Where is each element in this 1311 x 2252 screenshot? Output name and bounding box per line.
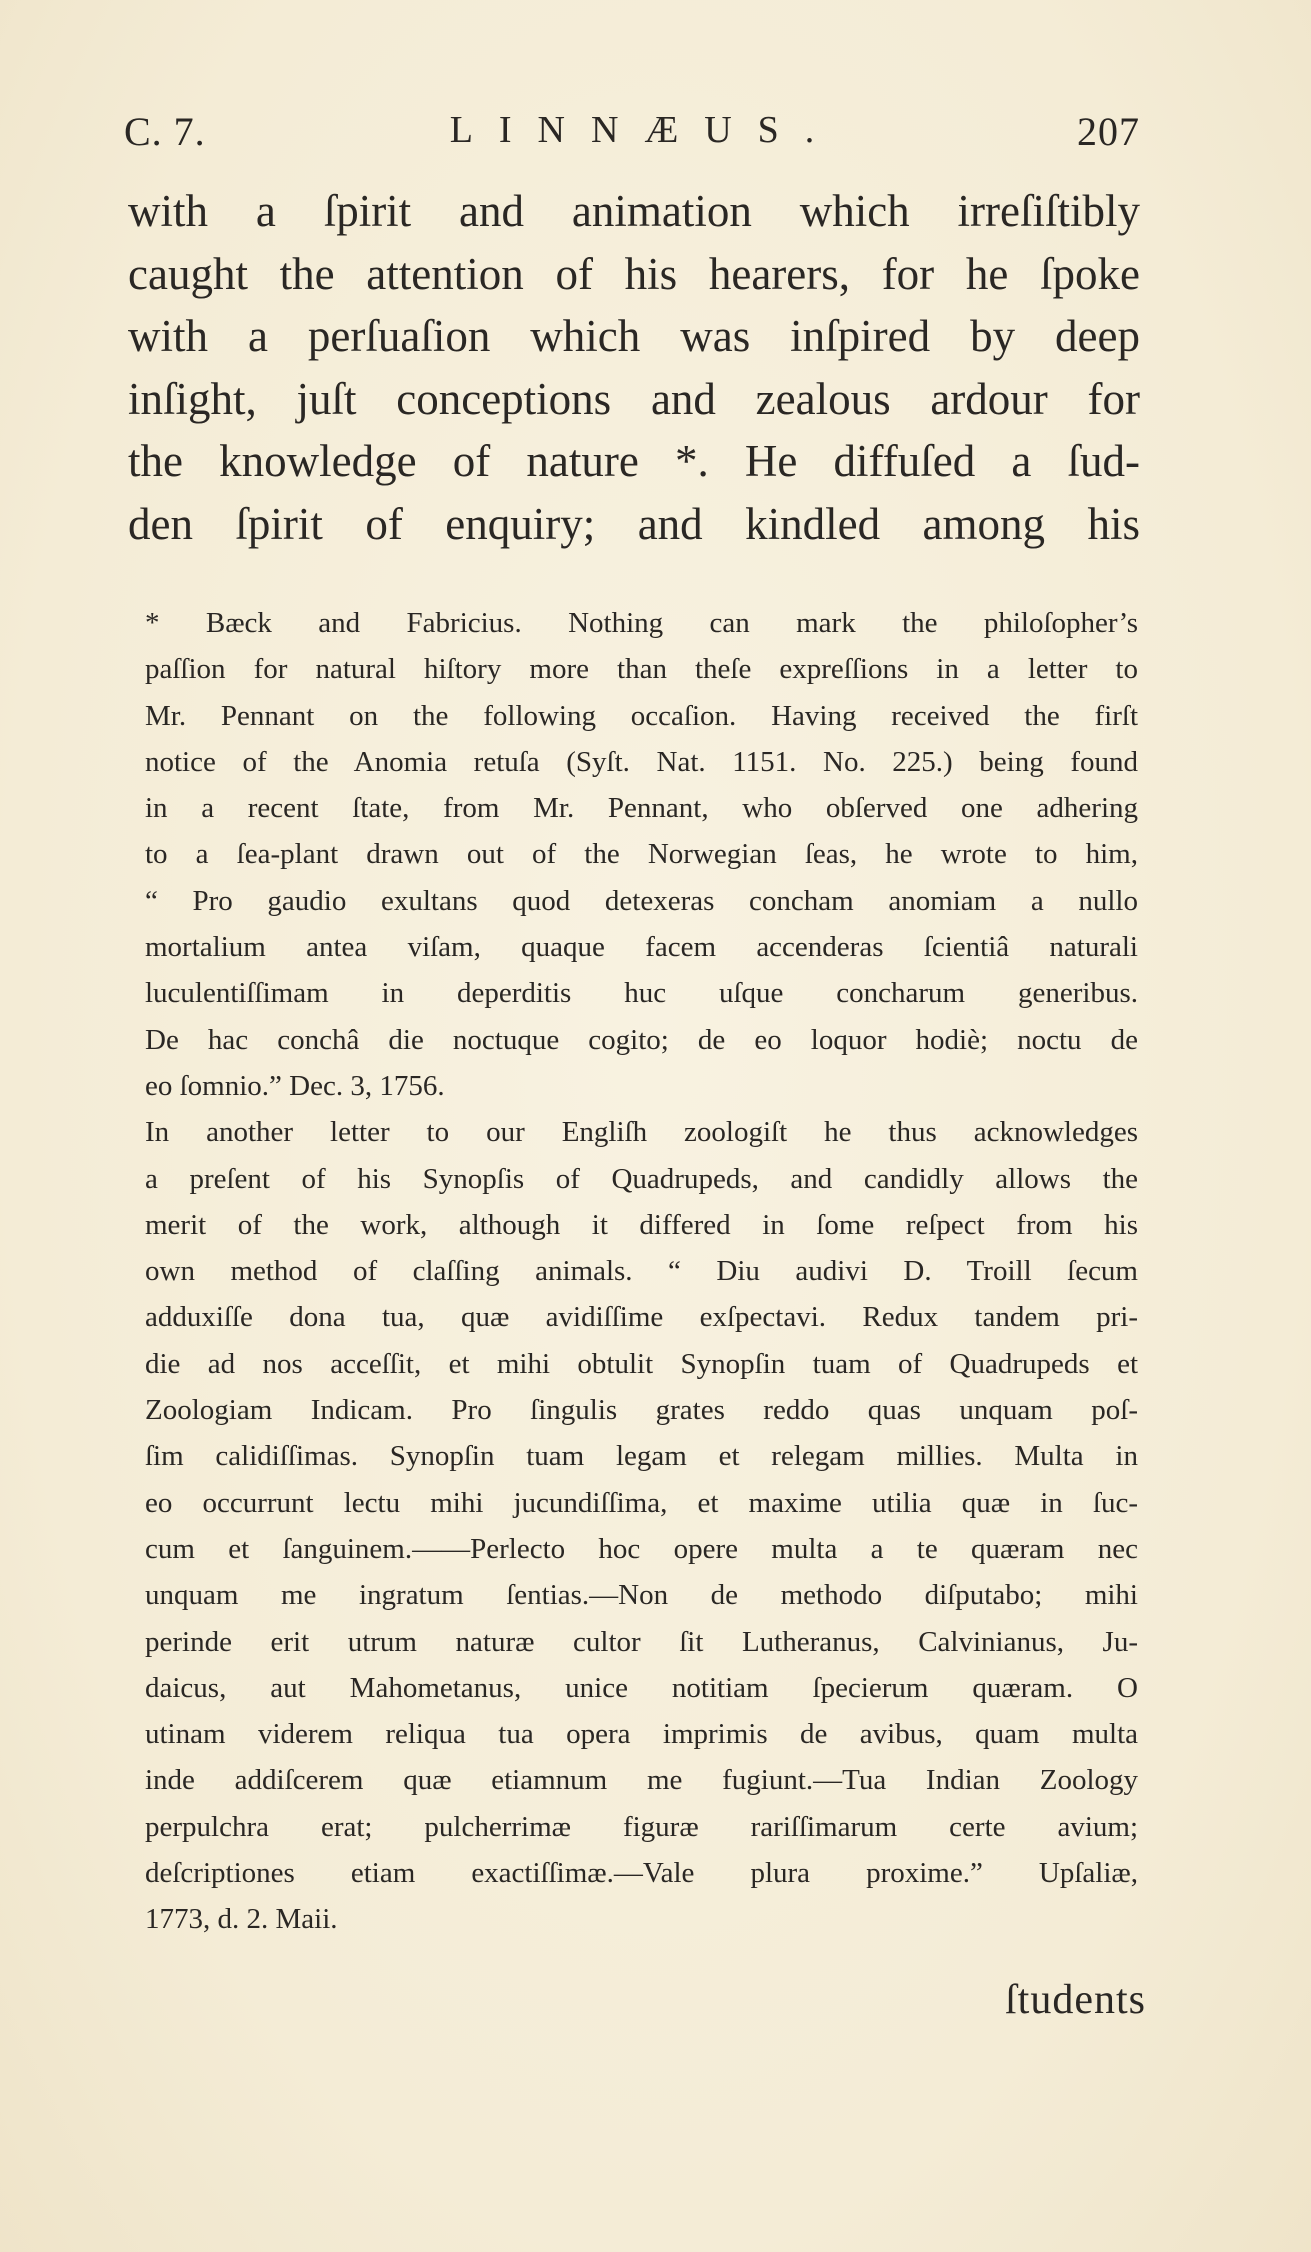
footnote-line: eo occurrunt lectu mihi jucundiſſima, et maxime utilia quæ in ſuc-: [145, 1486, 1138, 1519]
footnote-line: adduxiſſe dona tua, quæ avidiſſime exſpectavi. Redux tandem pri-: [145, 1301, 1138, 1334]
footnote-line: to a ſea-plant drawn out of the Norwegian ſeas, he wrote to him,: [145, 838, 1138, 871]
footnote-line: utinam viderem reliqua tua opera imprimis de avibus, quam multa: [145, 1718, 1138, 1751]
footnote-line: * Bæck and Fabricius. Nothing can mark the philoſopher’s: [145, 607, 1138, 639]
footnote-line: perpulchra erat; pulcherrimæ figuræ rariſſimarum certe avium;: [145, 1810, 1138, 1843]
main-text-line: caught the attention of his hearers, for he ſpoke: [128, 248, 1140, 299]
footnote-line: die ad nos acceſſit, et mihi obtulit Synopſin tuam of Quadrupeds et: [145, 1347, 1138, 1380]
footnote-line: a preſent of his Synopſis of Quadrupeds, and candidly allows the: [145, 1162, 1138, 1195]
page-number: 207: [1077, 109, 1140, 154]
footnote-line: eo ſomnio.” Dec. 3, 1756.: [145, 1069, 445, 1102]
main-text-line: with a perſuaſion which was inſpired by deep: [128, 311, 1140, 361]
footnote-line: daicus, aut Mahometanus, unice notitiam ſpecierum quæram. O: [145, 1671, 1138, 1704]
footnote-line: De hac conchâ die noctuque cogito; de eo loquor hodiè; noctu de: [145, 1023, 1138, 1056]
footnote-line: perinde erit utrum naturæ cultor ſit Lutheranus, Calvinianus, Ju-: [145, 1625, 1138, 1658]
catchword: ſtudents: [1005, 1977, 1146, 2023]
footnote-line: luculentiſſimam in deperditis huc uſque concharum generibus.: [145, 977, 1138, 1010]
main-text-line: den ſpirit of enquiry; and kindled among his: [128, 498, 1140, 549]
footnote-line: In another letter to our Engliſh zoologiſt he thus acknowledges: [145, 1116, 1138, 1149]
footnote-line: 1773, d. 2. Maii.: [145, 1903, 338, 1936]
footnote-line: paſſion for natural hiſtory more than theſe expreſſions in a letter to: [145, 653, 1138, 686]
footnote-line: cum et ſanguinem.——Perlecto hoc opere multa a te quæram nec: [145, 1532, 1138, 1565]
footnote-line: Zoologiam Indicam. Pro ſingulis grates reddo quas unquam poſ-: [145, 1394, 1138, 1427]
main-text-line: with a ſpirit and animation which irreſiſtibly: [128, 186, 1140, 236]
footnote-line: “ Pro gaudio exultans quod detexeras concham anomiam a nullo: [145, 884, 1138, 917]
footnote-line: notice of the Anomia retuſa (Syſt. Nat. 1151. No. 225.) being found: [145, 745, 1138, 778]
footnote-line: ſim calidiſſimas. Synopſin tuam legam et relegam millies. Multa in: [145, 1440, 1138, 1473]
footnote-line: mortalium antea viſam, quaque facem accenderas ſcientiâ naturali: [145, 931, 1138, 964]
running-head: [124, 108, 1140, 152]
main-text-line: inſight, juſt conceptions and zealous ardour for: [128, 373, 1140, 424]
running-title: LINNÆUS.: [449, 109, 841, 151]
chapter-label: C. 7.: [124, 109, 206, 154]
footnote-block: [145, 600, 1138, 1943]
footnote-line: inde addiſcerem quæ etiamnum me fugiunt.—Tua Indian Zoology: [145, 1764, 1138, 1797]
main-text-line: the knowledge of nature *. He diffuſed a ſud-: [128, 436, 1140, 486]
footnote-line: in a recent ſtate, from Mr. Pennant, who obſerved one adhering: [145, 792, 1138, 825]
footnote-line: Mr. Pennant on the following occaſion. Having received the firſt: [145, 699, 1138, 732]
main-text-block: [128, 180, 1140, 555]
footnote-line: unquam me ingratum ſentias.—Non de methodo diſputabo; mihi: [145, 1579, 1138, 1612]
footnote-line: merit of the work, although it differed in ſome reſpect from his: [145, 1208, 1138, 1241]
footnote-line: deſcriptiones etiam exactiſſimæ.—Vale plura proxime.” Upſaliæ,: [145, 1857, 1138, 1890]
footnote-line: own method of claſſing animals. “ Diu audivi D. Troill ſecum: [145, 1255, 1138, 1288]
